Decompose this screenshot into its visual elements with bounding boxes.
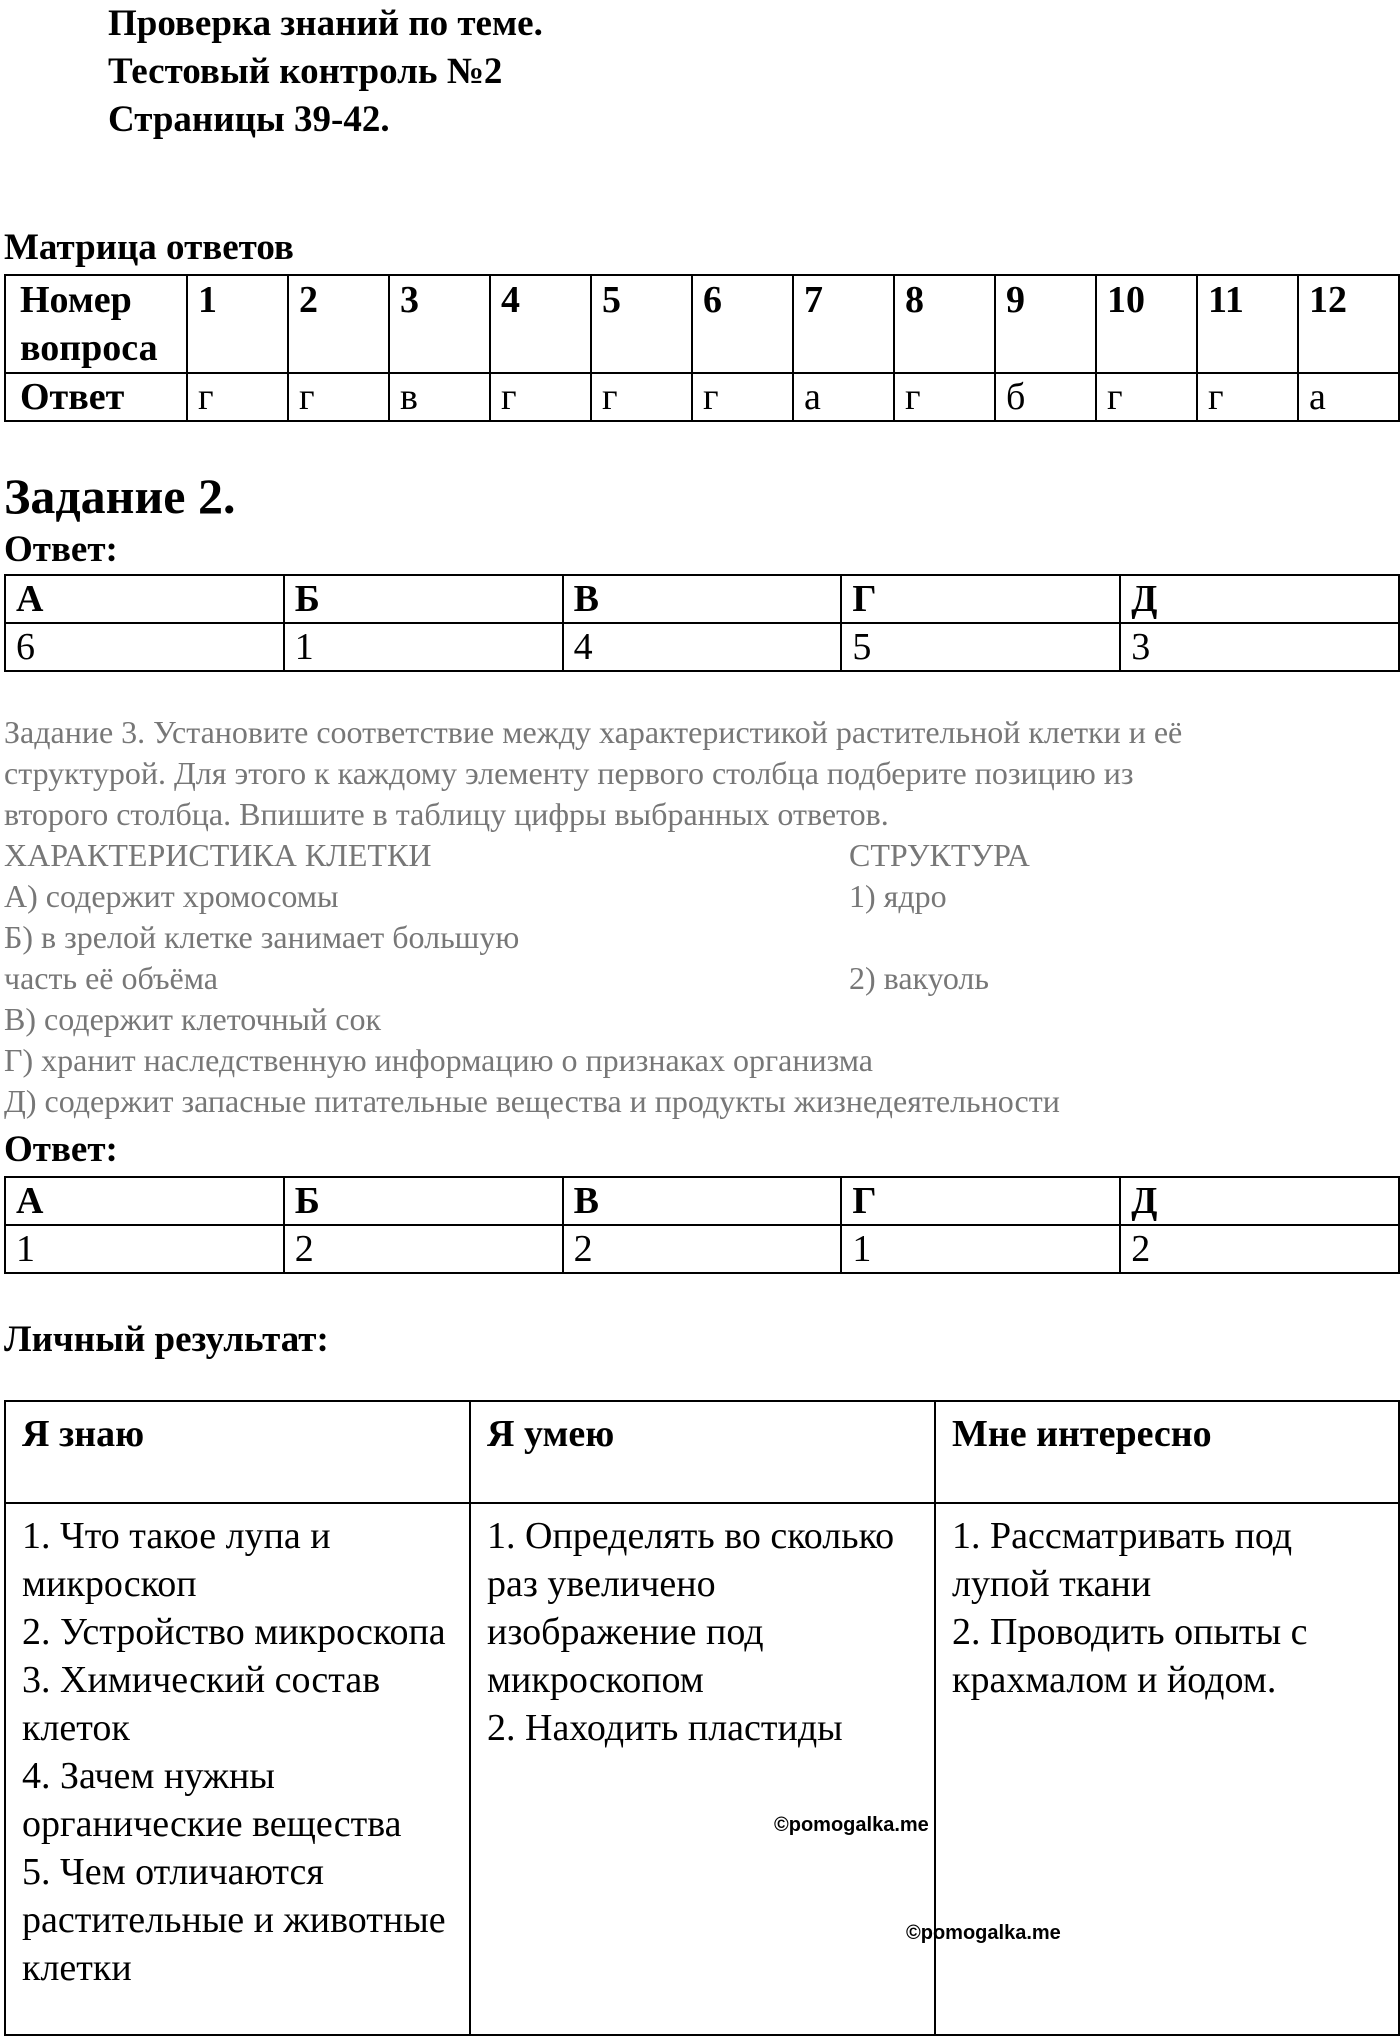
task3-column-header: А xyxy=(5,1177,284,1225)
task3-item-line: Г) хранит наследственную информацию о признаках организма xyxy=(4,1042,873,1078)
page-header xyxy=(108,0,1008,144)
personal-know-item: 2. Устройство микроскопа xyxy=(22,1611,446,1653)
matrix-answer-cell: г xyxy=(692,373,793,421)
task2-column-header: Г xyxy=(841,575,1120,623)
task3-value-cell: 1 xyxy=(841,1225,1120,1273)
task2-value-cell: 1 xyxy=(284,623,563,671)
personal-interested-item: 1. Рассматривать под лупой ткани xyxy=(952,1515,1293,1605)
task3-column-header: Г xyxy=(841,1177,1120,1225)
personal-header-interested: Мне интересно xyxy=(935,1401,1399,1503)
matrix-answer-cell: г xyxy=(187,373,288,421)
task3-text xyxy=(4,712,1394,1122)
personal-interested-cell xyxy=(935,1503,1399,2035)
task2-answer-table xyxy=(4,574,1400,672)
task3-answer-table xyxy=(4,1176,1400,1274)
watermark: ©pomogalka.me xyxy=(774,1814,929,1836)
task3-column-header: Б xyxy=(284,1177,563,1225)
matrix-answer-cell: г xyxy=(1197,373,1298,421)
task2-answer-label: Ответ: xyxy=(4,529,118,570)
task3-item: часть её объёма xyxy=(4,960,218,996)
task2-column-header: Д xyxy=(1120,575,1399,623)
matrix-row-label-answer: Ответ xyxy=(5,373,187,421)
matrix-number-cell: 9 xyxy=(995,275,1096,373)
personal-can-item: 2. Находить пластиды xyxy=(487,1707,843,1749)
personal-header-can: Я умею xyxy=(470,1401,935,1503)
task2-heading: Задание 2. xyxy=(4,468,236,524)
task3-item-line: Д) содержит запасные питательные вещества и продукты жизнедеятельности xyxy=(4,1083,1060,1119)
matrix-answer-cell: а xyxy=(1298,373,1399,421)
matrix-answer-row xyxy=(5,373,1399,421)
personal-interested-item: 2. Проводить опыты с крахмалом и йодом. xyxy=(952,1611,1308,1701)
task3-intro-line: Задание 3. Установите соответствие между характеристикой растительной клетки и её xyxy=(4,714,1183,750)
personal-know-cell xyxy=(5,1503,470,2035)
matrix-number-cell: 12 xyxy=(1298,275,1399,373)
task3-intro-line: второго столбца. Впишите в таблицу цифры выбранных ответов. xyxy=(4,796,889,832)
task3-left-header: ХАРАКТЕРИСТИКА КЛЕТКИ xyxy=(4,837,432,873)
matrix-number-cell: 5 xyxy=(591,275,692,373)
task3-item: Б) в зрелой клетке занимает большую xyxy=(4,919,520,955)
task3-item-line: В) содержит клеточный сок xyxy=(4,1001,382,1037)
task3-value-cell: 1 xyxy=(5,1225,284,1273)
matrix-number-cell: 10 xyxy=(1096,275,1197,373)
header-line-2: Тестовый контроль №2 xyxy=(108,51,503,92)
task2-value-row xyxy=(5,623,1399,671)
personal-know-item: 5. Чем отличаются растительные и животные клетки xyxy=(22,1851,446,1989)
matrix-number-cell: 1 xyxy=(187,275,288,373)
personal-header-row xyxy=(5,1401,1399,1503)
matrix-answer-cell: б xyxy=(995,373,1096,421)
matrix-answer-cell: г xyxy=(1096,373,1197,421)
matrix-answer-cell: в xyxy=(389,373,490,421)
task3-value-cell: 2 xyxy=(563,1225,842,1273)
personal-result-table xyxy=(4,1400,1400,2036)
matrix-row-label-number: Номер вопроса xyxy=(5,275,187,373)
task3-intro-line: структурой. Для этого к каждому элементу первого столбца подберите позицию из xyxy=(4,755,1134,791)
matrix-answer-cell: г xyxy=(894,373,995,421)
matrix-number-cell: 7 xyxy=(793,275,894,373)
task3-right-header: СТРУКТУРА xyxy=(849,837,1030,873)
header-line-3: Страницы 39-42. xyxy=(108,99,390,140)
task3-item-line xyxy=(4,958,1394,999)
matrix-answer-cell: г xyxy=(591,373,692,421)
task2-header-row xyxy=(5,575,1399,623)
matrix-title: Матрица ответов xyxy=(4,227,294,268)
matrix-number-cell: 3 xyxy=(389,275,490,373)
task3-column-header: Д xyxy=(1120,1177,1399,1225)
personal-result-title: Личный результат: xyxy=(4,1319,329,1360)
task3-value-cell: 2 xyxy=(284,1225,563,1273)
matrix-number-cell: 11 xyxy=(1197,275,1298,373)
task3-item-line xyxy=(4,917,1394,958)
task2-column-header: А xyxy=(5,575,284,623)
matrix-number-row xyxy=(5,275,1399,373)
watermark: ©pomogalka.me xyxy=(906,1922,1061,1944)
task2-value-cell: 5 xyxy=(841,623,1120,671)
matrix-answer-cell: а xyxy=(793,373,894,421)
task3-value-row xyxy=(5,1225,1399,1273)
task2-value-cell: 4 xyxy=(563,623,842,671)
matrix-number-cell: 2 xyxy=(288,275,389,373)
matrix-number-cell: 6 xyxy=(692,275,793,373)
task3-structure: 1) ядро xyxy=(849,878,947,914)
matrix-answer-cell: г xyxy=(288,373,389,421)
matrix-answer-cell: г xyxy=(490,373,591,421)
personal-can-item: 1. Определять во сколько раз увеличено изображение под микроскопом xyxy=(487,1515,895,1701)
matrix-number-cell: 4 xyxy=(490,275,591,373)
answer-matrix-table xyxy=(4,274,1400,422)
task2-value-cell: 6 xyxy=(5,623,284,671)
task2-column-header: Б xyxy=(284,575,563,623)
personal-know-item: 1. Что такое лупа и микроскоп xyxy=(22,1515,331,1605)
matrix-number-cell: 8 xyxy=(894,275,995,373)
personal-header-know: Я знаю xyxy=(5,1401,470,1503)
personal-can-cell xyxy=(470,1503,935,2035)
task3-item: А) содержит хромосомы xyxy=(4,878,339,914)
task3-column-header: В xyxy=(563,1177,842,1225)
task3-value-cell: 2 xyxy=(1120,1225,1399,1273)
task2-value-cell: 3 xyxy=(1120,623,1399,671)
task3-header-row xyxy=(5,1177,1399,1225)
task3-item-line xyxy=(4,876,1394,917)
task2-column-header: В xyxy=(563,575,842,623)
task3-structure: 2) вакуоль xyxy=(849,960,989,996)
personal-know-item: 3. Химический состав клеток xyxy=(22,1659,381,1749)
personal-body-row xyxy=(5,1503,1399,2035)
header-line-1: Проверка знаний по теме. xyxy=(108,3,543,44)
task3-header-line xyxy=(4,835,1394,876)
personal-know-item: 4. Зачем нужны органические вещества xyxy=(22,1755,402,1845)
task3-answer-label: Ответ: xyxy=(4,1129,118,1170)
